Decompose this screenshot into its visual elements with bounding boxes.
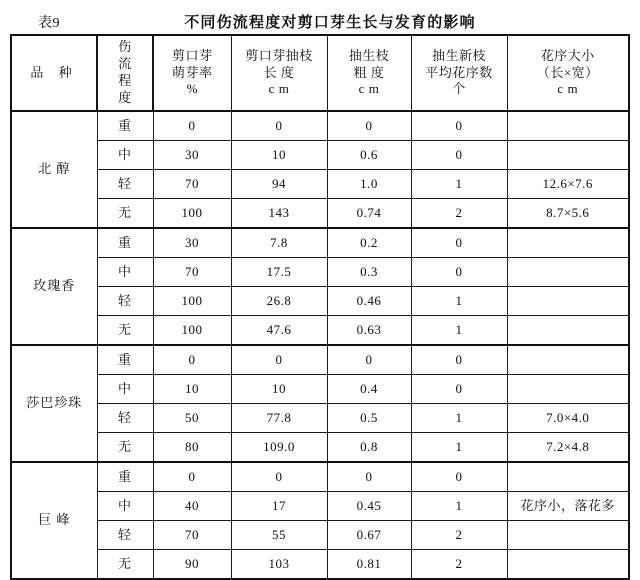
bud-break-rate-cell: 70 <box>153 521 231 550</box>
shoot-thickness-cell: 1.0 <box>327 170 411 199</box>
table-row <box>11 550 629 580</box>
bud-break-rate-cell: 100 <box>153 287 231 316</box>
flow-degree-cell: 无 <box>97 199 153 229</box>
shoot-thickness-cell: 0 <box>327 111 411 141</box>
table-row <box>11 258 629 287</box>
shoot-thickness-cell: 0.6 <box>327 141 411 170</box>
table-row <box>11 492 629 521</box>
shoot-length-cell: 55 <box>231 521 327 550</box>
bud-break-rate-cell: 0 <box>153 462 231 492</box>
flow-degree-cell: 轻 <box>97 287 153 316</box>
header-line: 伤 <box>118 39 132 55</box>
header-line: 个 <box>452 81 466 97</box>
cluster-size-cell: 12.6×7.6 <box>507 170 629 199</box>
cluster-count-cell: 1 <box>411 492 507 521</box>
flow-degree-cell: 中 <box>97 492 153 521</box>
shoot-thickness-cell: 0.5 <box>327 404 411 433</box>
table-row <box>11 316 629 346</box>
header-line: 剪口芽抽枝 <box>245 47 313 63</box>
cluster-count-cell: 1 <box>411 316 507 346</box>
header-line: 抽生新枝 <box>431 47 486 63</box>
bud-break-rate-cell: 100 <box>153 316 231 346</box>
table-row <box>11 287 629 316</box>
cluster-size-cell: 花序小，落花多 <box>507 492 629 521</box>
shoot-length-cell: 0 <box>231 111 327 141</box>
flow-degree-cell: 中 <box>97 141 153 170</box>
shoot-length-cell: 10 <box>231 375 327 404</box>
shoot-length-cell: 26.8 <box>231 287 327 316</box>
flow-degree-cell: 重 <box>97 345 153 375</box>
bud-break-rate-cell: 30 <box>153 141 231 170</box>
header-line: c m <box>268 81 290 97</box>
shoot-thickness-cell: 0.74 <box>327 199 411 229</box>
shoot-length-cell: 47.6 <box>231 316 327 346</box>
header-line: 流 <box>118 56 132 72</box>
shoot-thickness-cell: 0.67 <box>327 521 411 550</box>
shoot-length-cell: 10 <box>231 141 327 170</box>
shoot-thickness-cell: 0.81 <box>327 550 411 580</box>
column-header-6 <box>507 35 629 111</box>
flow-degree-cell: 无 <box>97 433 153 463</box>
table-row <box>11 141 629 170</box>
table-row <box>11 199 629 229</box>
table-row <box>11 404 629 433</box>
column-header-4 <box>327 35 411 111</box>
cultivar-cell: 北 醇 <box>11 111 97 228</box>
data-table <box>10 34 630 580</box>
flow-degree-cell: 中 <box>97 375 153 404</box>
shoot-length-cell: 17 <box>231 492 327 521</box>
cluster-size-cell <box>507 258 629 287</box>
shoot-length-cell: 94 <box>231 170 327 199</box>
header-line: 剪口芽 <box>171 47 213 63</box>
table-row <box>11 345 629 375</box>
header-line: % <box>186 81 198 97</box>
shoot-thickness-cell: 0.63 <box>327 316 411 346</box>
cluster-count-cell: 0 <box>411 345 507 375</box>
cluster-count-cell: 0 <box>411 462 507 492</box>
shoot-length-cell: 0 <box>231 345 327 375</box>
flow-degree-cell: 无 <box>97 550 153 580</box>
header-line: 粗 度 <box>353 64 385 80</box>
flow-degree-cell: 重 <box>97 111 153 141</box>
cluster-count-cell: 0 <box>411 141 507 170</box>
cluster-count-cell: 2 <box>411 521 507 550</box>
header-line: c m <box>557 81 579 97</box>
cluster-size-cell <box>507 462 629 492</box>
cluster-size-cell: 7.2×4.8 <box>507 433 629 463</box>
cluster-count-cell: 0 <box>411 258 507 287</box>
cluster-size-cell <box>507 141 629 170</box>
flow-degree-cell: 无 <box>97 316 153 346</box>
header-line: （长×宽） <box>536 64 599 80</box>
cluster-size-cell <box>507 316 629 346</box>
cluster-size-cell: 7.0×4.0 <box>507 404 629 433</box>
table-row <box>11 462 629 492</box>
table-number: 表9 <box>38 16 60 31</box>
cluster-count-cell: 1 <box>411 404 507 433</box>
shoot-thickness-cell: 0.4 <box>327 375 411 404</box>
shoot-thickness-cell: 0.45 <box>327 492 411 521</box>
table-row <box>11 375 629 404</box>
column-header-5 <box>411 35 507 111</box>
cluster-count-cell: 1 <box>411 287 507 316</box>
shoot-thickness-cell: 0.2 <box>327 228 411 258</box>
table-row <box>11 521 629 550</box>
header-line: 萌芽率 <box>171 64 213 80</box>
cluster-size-cell <box>507 287 629 316</box>
shoot-thickness-cell: 0 <box>327 462 411 492</box>
table-row <box>11 228 629 258</box>
table-caption <box>10 6 630 32</box>
bud-break-rate-cell: 70 <box>153 258 231 287</box>
flow-degree-cell: 重 <box>97 462 153 492</box>
cluster-count-cell: 1 <box>411 170 507 199</box>
cluster-count-cell: 2 <box>411 550 507 580</box>
bud-break-rate-cell: 0 <box>153 111 231 141</box>
cluster-size-cell <box>507 345 629 375</box>
cluster-size-cell <box>507 550 629 580</box>
column-header-1 <box>97 35 153 111</box>
shoot-thickness-cell: 0.3 <box>327 258 411 287</box>
cultivar-cell: 巨 峰 <box>11 462 97 579</box>
cluster-size-cell <box>507 111 629 141</box>
flow-degree-cell: 轻 <box>97 170 153 199</box>
cluster-size-cell <box>507 375 629 404</box>
header-line: 抽生枝 <box>348 47 390 63</box>
cluster-size-cell <box>507 521 629 550</box>
header-line: 品 种 <box>30 64 78 80</box>
shoot-length-cell: 17.5 <box>231 258 327 287</box>
flow-degree-cell: 重 <box>97 228 153 258</box>
cluster-count-cell: 2 <box>411 199 507 229</box>
bud-break-rate-cell: 10 <box>153 375 231 404</box>
cluster-count-cell: 0 <box>411 375 507 404</box>
cluster-size-cell <box>507 228 629 258</box>
table-header <box>11 35 629 111</box>
header-line: c m <box>358 81 380 97</box>
bud-break-rate-cell: 70 <box>153 170 231 199</box>
bud-break-rate-cell: 50 <box>153 404 231 433</box>
column-header-3 <box>231 35 327 111</box>
cluster-count-cell: 0 <box>411 228 507 258</box>
shoot-length-cell: 109.0 <box>231 433 327 463</box>
bud-break-rate-cell: 0 <box>153 345 231 375</box>
flow-degree-cell: 中 <box>97 258 153 287</box>
table-row <box>11 433 629 463</box>
shoot-length-cell: 103 <box>231 550 327 580</box>
bud-break-rate-cell: 90 <box>153 550 231 580</box>
shoot-thickness-cell: 0 <box>327 345 411 375</box>
shoot-thickness-cell: 0.8 <box>327 433 411 463</box>
cluster-size-cell: 8.7×5.6 <box>507 199 629 229</box>
table-title: 不同伤流程度对剪口芽生长与发育的影响 <box>184 15 476 31</box>
header-line: 程 <box>118 73 132 88</box>
cultivar-cell: 莎巴珍珠 <box>11 345 97 462</box>
bud-break-rate-cell: 30 <box>153 228 231 258</box>
bud-break-rate-cell: 100 <box>153 199 231 229</box>
flow-degree-cell: 轻 <box>97 404 153 433</box>
column-header-0 <box>11 35 97 111</box>
bud-break-rate-cell: 40 <box>153 492 231 521</box>
table-row <box>11 111 629 141</box>
cultivar-cell: 玫瑰香 <box>11 228 97 345</box>
header-line: 度 <box>118 89 132 105</box>
shoot-length-cell: 143 <box>231 199 327 229</box>
cluster-count-cell: 0 <box>411 111 507 141</box>
shoot-thickness-cell: 0.46 <box>327 287 411 316</box>
shoot-length-cell: 7.8 <box>231 228 327 258</box>
table-row <box>11 170 629 199</box>
header-line: 长 度 <box>263 64 295 80</box>
header-row <box>11 35 629 111</box>
bud-break-rate-cell: 80 <box>153 433 231 463</box>
header-line: 平均花序数 <box>425 64 493 80</box>
shoot-length-cell: 77.8 <box>231 404 327 433</box>
header-line: 花序大小 <box>540 47 595 63</box>
cluster-count-cell: 1 <box>411 433 507 463</box>
flow-degree-cell: 轻 <box>97 521 153 550</box>
table-body <box>11 111 629 579</box>
shoot-length-cell: 0 <box>231 462 327 492</box>
column-header-2 <box>153 35 231 111</box>
